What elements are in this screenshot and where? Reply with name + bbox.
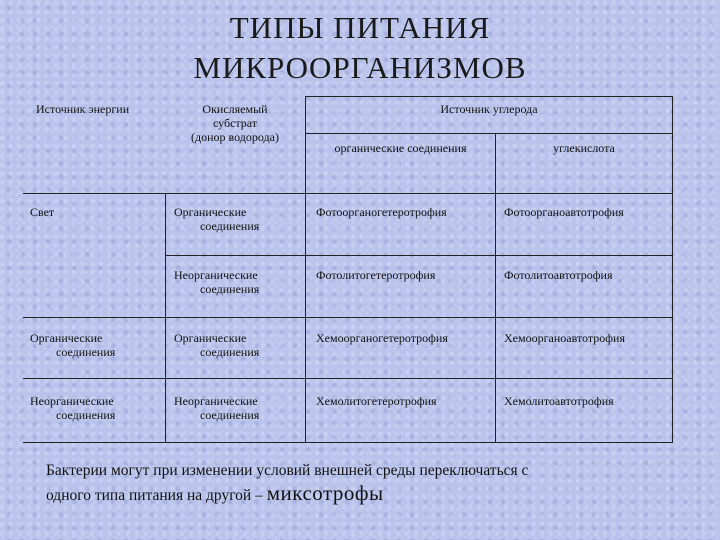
row-4-substrate: Неорганические соединения [174, 394, 260, 422]
table-line [672, 96, 673, 442]
header-carbon-source: Источник углерода [440, 102, 538, 116]
row-2-organic-type: Фотолитогетеротрофия [316, 268, 436, 282]
page-title-line-1: ТИПЫ ПИТАНИЯ [229, 10, 491, 45]
table-line [305, 96, 673, 97]
row-2-substrate: Неорганические соединения [174, 268, 260, 296]
note-line-2 [46, 482, 686, 507]
row-2-co2-type: Фотолитоавтотрофия [504, 268, 613, 282]
header-carbon-dioxide: углекислота [553, 141, 615, 155]
row-3-substrate: Органические соединения [174, 331, 260, 359]
table-line [495, 133, 496, 442]
row-3-organic-type: Хемоорганогетеротрофия [316, 331, 448, 345]
row-4-energy: Неорганические соединения [30, 394, 116, 422]
row-3-energy: Органические соединения [30, 331, 116, 359]
table-line [23, 193, 673, 194]
row-4-organic-type: Хемолитогетеротрофия [316, 394, 437, 408]
header-organic-compounds: органические соединения [334, 141, 467, 155]
table-line [23, 317, 673, 318]
mixotrophs-term: миксотрофы [266, 481, 384, 505]
note-line-2-text: одного типа питания на другой – [46, 487, 267, 504]
mixotrophs-note [46, 460, 686, 507]
page-title-line-2: МИКРООРГАНИЗМОВ [193, 50, 527, 85]
table-line [305, 133, 673, 134]
table-line [23, 442, 673, 443]
row-3-co2-type: Хемоорганоавтотрофия [504, 331, 625, 345]
note-line-1: Бактерии могут при изменении условий внешней среды переключаться с [46, 462, 529, 479]
header-substrate: Окисляемый субстрат (донор водорода) [191, 102, 279, 144]
header-energy-source: Источник энергии [36, 102, 130, 116]
row-4-co2-type: Хемолитоавтотрофия [504, 394, 614, 408]
row-1-substrate: Органические соединения [174, 205, 260, 233]
row-1-energy: Свет [30, 205, 55, 219]
row-1-co2-type: Фотоорганоавтотрофия [504, 205, 624, 219]
table-line [165, 193, 166, 442]
row-1-organic-type: Фотоорганогетеротрофия [316, 205, 447, 219]
table-line [165, 255, 673, 256]
table-line [23, 378, 673, 379]
